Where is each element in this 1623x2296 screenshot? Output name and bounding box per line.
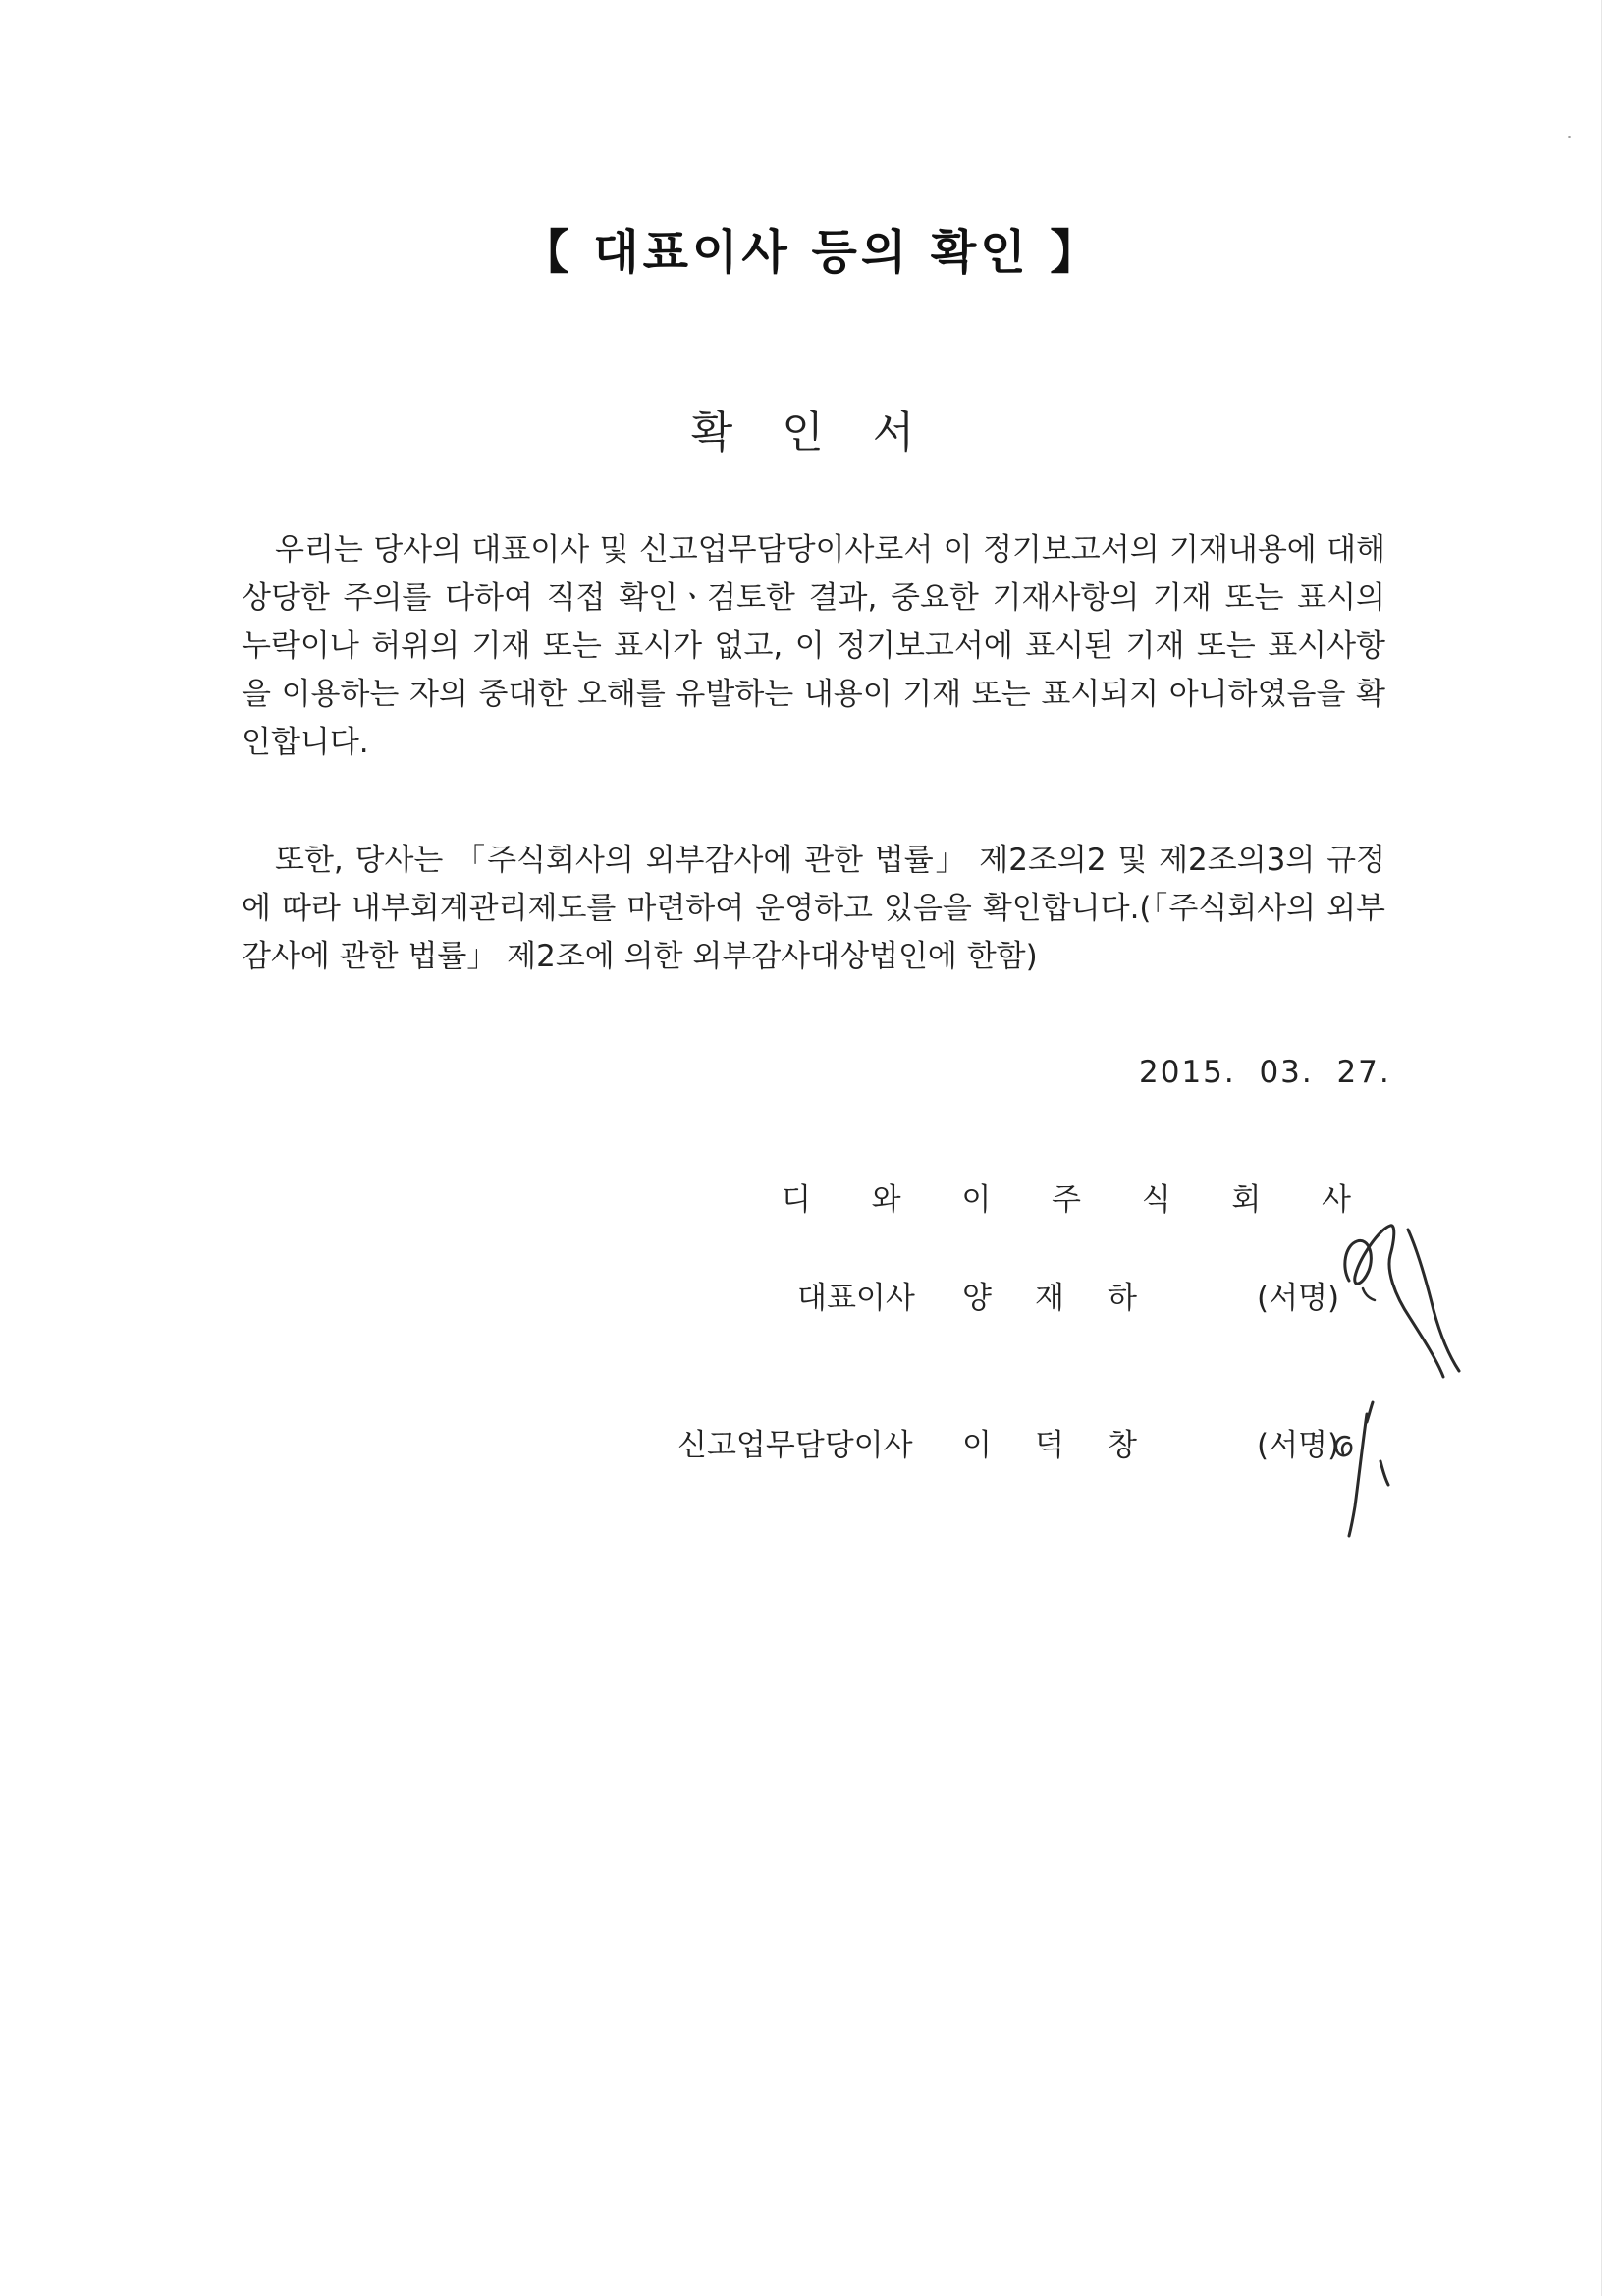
- name-char: 창: [1108, 1428, 1137, 1463]
- name-char: 이: [962, 1428, 992, 1463]
- reporting-officer-role: 신고업무담당이사: [677, 1428, 913, 1463]
- representative-role: 대표이사: [797, 1281, 915, 1316]
- name-char: 하: [1108, 1281, 1137, 1316]
- name-char: 재: [1035, 1281, 1064, 1316]
- company-name-char: 사: [1322, 1182, 1351, 1218]
- company-name-char: 주: [1052, 1182, 1081, 1218]
- representative-signature-line: [766, 1273, 1361, 1316]
- company-name: [782, 1175, 1351, 1218]
- confirmation-paragraph: 우리는 당사의 대표이사 및 신고업무담당이사로서 이 정기보고서의 기재내용에 대해 상당한 주의를 다하여 직접 확인ㆍ검토한 결과, 중요한 기재사항의 기재 또는 표시의 누락이나 허위의 기재 또는 표시가 없고, 이 정기보고서에 표시된 기재 또는 표시사항을 이용하는 자의 중대한 오해를 유발하는 내용이 기재 또는 표시되지 아니하였음을 확인합니다.: [242, 532, 1385, 760]
- company-name-char: 이: [961, 1182, 992, 1218]
- name-char: 덕: [1035, 1428, 1064, 1463]
- reporting-officer-handwritten-signature: [1310, 1394, 1398, 1542]
- scan-edge-line: [1601, 0, 1602, 2296]
- reporting-officer-signature-line: [677, 1420, 1365, 1463]
- company-name-char: 디: [782, 1182, 811, 1218]
- internal-control-paragraph: 또한, 당사는 「주식회사의 외부감사에 관한 법률」 제2조의2 및 제2조의3의 규정에 따라 내부회계관리제도를 마련하여 운영하고 있음을 확인합니다.(「주식회사의 외부감사에 관한 법률」 제2조에 의한 외부감사대상법인에 한함): [242, 843, 1385, 974]
- scan-speck: [1568, 136, 1571, 138]
- company-name-char: 와: [871, 1182, 901, 1218]
- document-title: 확 인 서: [690, 408, 933, 458]
- company-name-char: 식: [1141, 1182, 1171, 1218]
- name-char: 양: [962, 1281, 992, 1316]
- company-name-char: 회: [1231, 1182, 1262, 1218]
- reporting-officer-name: [962, 1420, 1137, 1464]
- representative-sign-label: (서명): [1257, 1281, 1340, 1316]
- representative-name: [962, 1273, 1137, 1317]
- document-heading: 【 대표이사 등의 확인 】: [521, 225, 1102, 280]
- document-date: 2015. 03. 27.: [1139, 1055, 1391, 1090]
- reporting-officer-sign-label: (서명): [1257, 1428, 1340, 1463]
